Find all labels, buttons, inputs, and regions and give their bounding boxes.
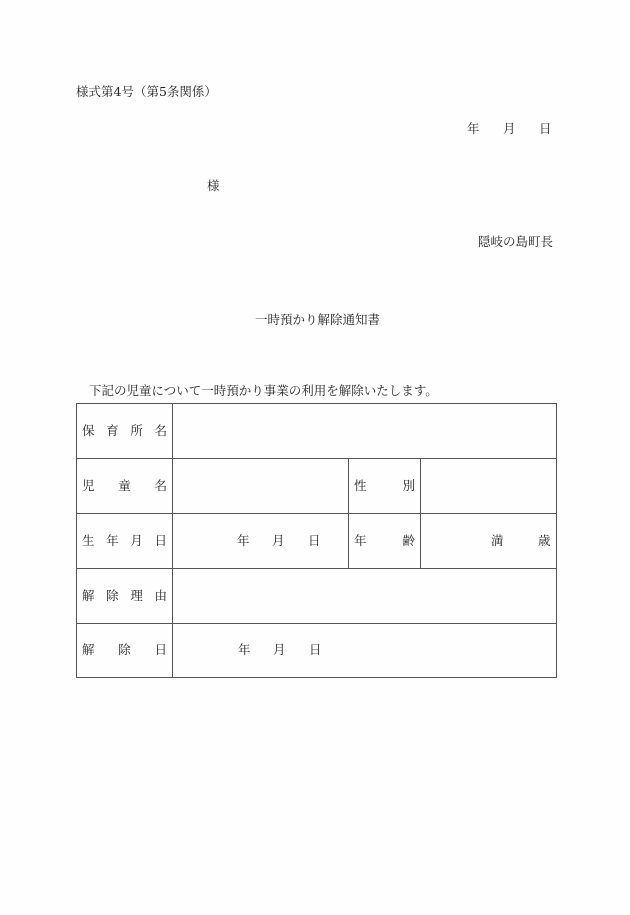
child-name-label: 児 童 名 xyxy=(82,478,167,493)
document-title: 一時預かり解除通知書 xyxy=(255,312,381,327)
age-suffix: 歳 xyxy=(538,533,551,548)
birth-date-label: 生 年 月 日 xyxy=(82,533,167,548)
age-label: 年 齢 xyxy=(354,533,415,548)
form-number: 様式第4号（第5条関係） xyxy=(76,84,217,99)
nursery-label: 保 育 所 名 xyxy=(82,423,167,438)
addressee-suffix: 様 xyxy=(207,178,220,193)
birth-day: 日 xyxy=(308,533,321,548)
cancel-day: 日 xyxy=(309,642,322,657)
age-prefix: 満 xyxy=(491,533,504,548)
birth-month: 月 xyxy=(272,533,285,548)
header-date-day: 日 xyxy=(539,121,552,136)
reason-label: 解 除 理 由 xyxy=(82,588,167,603)
cancel-year: 年 xyxy=(238,642,251,657)
intro-text: 下記の児童について一時預かり事業の利用を解除いたします。 xyxy=(89,383,438,398)
header-date-year: 年 xyxy=(467,121,480,136)
sex-label: 性 別 xyxy=(354,478,415,493)
header-date-month: 月 xyxy=(503,121,516,136)
birth-year: 年 xyxy=(237,533,250,548)
cancel-date-label: 解 除 日 xyxy=(82,642,167,657)
cancel-month: 月 xyxy=(273,642,286,657)
issuer: 隠岐の島町長 xyxy=(478,234,554,249)
